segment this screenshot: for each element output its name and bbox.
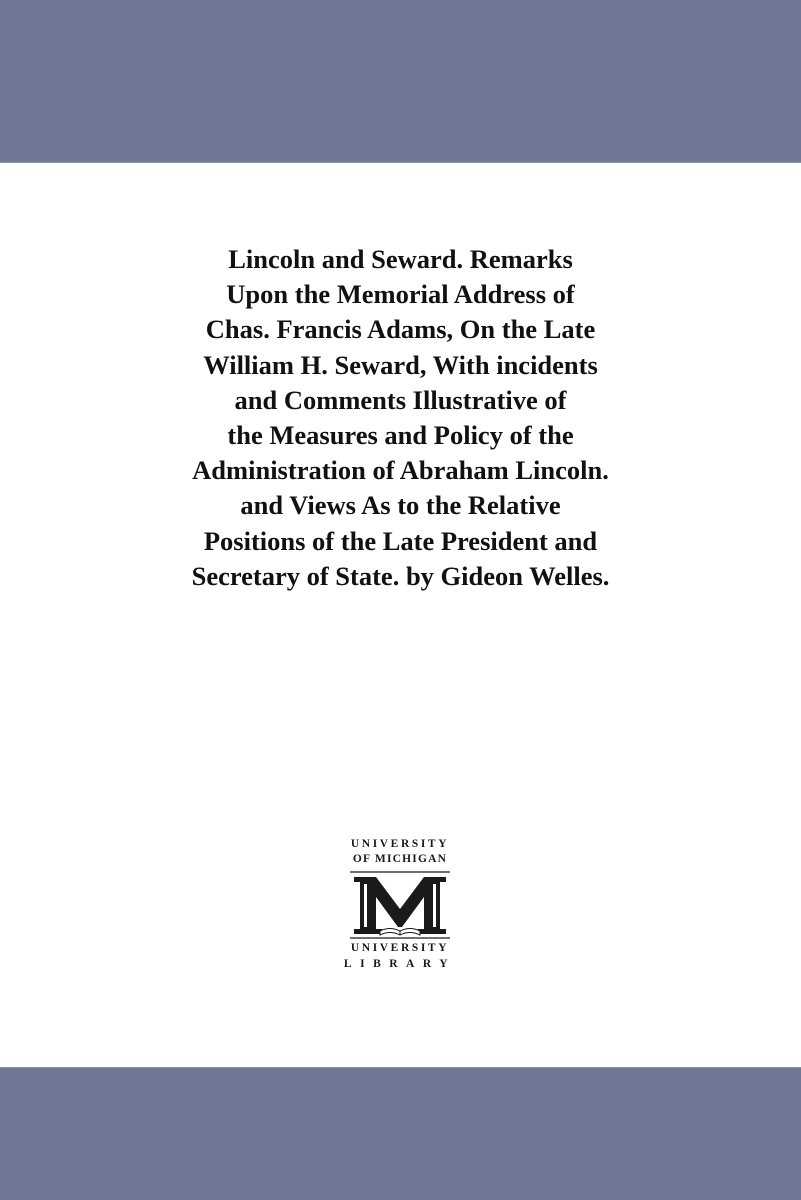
logo-bottom-line-1: UNIVERSITY: [350, 942, 450, 954]
title-line: William H. Seward, With incidents: [203, 349, 598, 380]
top-color-band: [0, 0, 801, 163]
title-line: Secretary of State. by Gideon Welles.: [191, 560, 610, 591]
book-title: [0, 242, 801, 594]
title-line: Upon the Memorial Address of: [226, 279, 575, 310]
logo-bottom-line-2: LIBRARY: [343, 958, 457, 970]
bottom-band-edge: [0, 1067, 801, 1068]
title-line: and Views As to the Relative: [240, 490, 561, 521]
title-line: the Measures and Policy of the: [227, 420, 574, 451]
title-line: Lincoln and Seward. Remarks: [228, 244, 573, 274]
bottom-color-band: [0, 1067, 801, 1200]
title-line: Administration of Abraham Lincoln.: [192, 455, 609, 486]
title-line: Chas. Francis Adams, On the Late: [205, 314, 596, 345]
title-line: Positions of the Late President and: [203, 525, 598, 556]
logo-top-line-2: OF MICHIGAN: [352, 853, 448, 865]
university-of-michigan-library-logo: [333, 838, 467, 974]
university-of-michigan-library-seal-icon: [350, 871, 450, 939]
logo-top-line-1: UNIVERSITY: [350, 838, 450, 850]
title-line: and Comments Illustrative of: [234, 384, 567, 415]
top-band-edge: [0, 162, 801, 163]
